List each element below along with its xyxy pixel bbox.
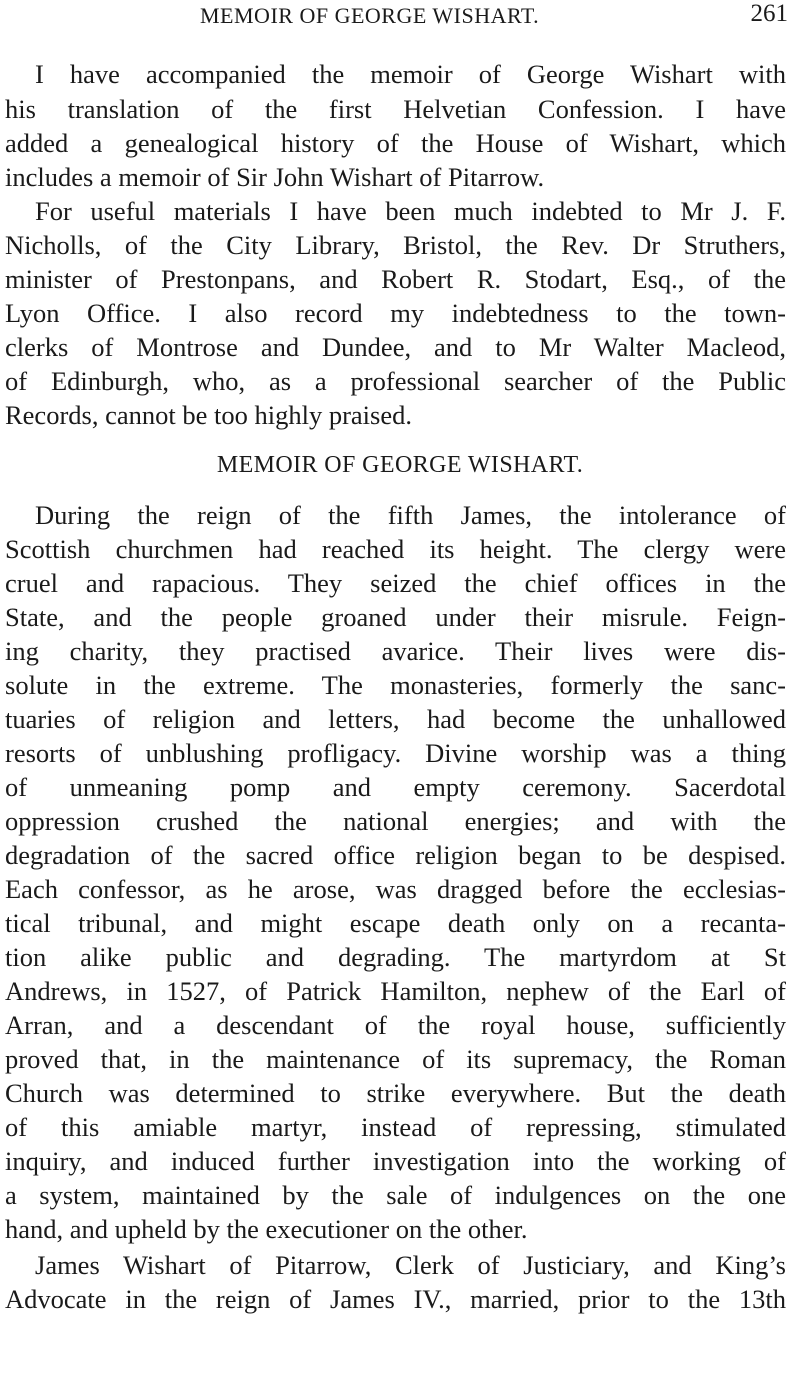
text-line: tuaries of religion and letters, had become the unhallowed <box>5 704 786 734</box>
text-line: includes a memoir of Sir John Wishart of Pitarrow. <box>5 162 545 192</box>
text-line: cruel and rapacious. They seized the chief offices in the <box>5 568 786 598</box>
text-line: For useful materials I have been much indebted to Mr J. F. <box>35 196 786 226</box>
text-line: Scottish churchmen had reached its height. The clergy were <box>5 534 786 564</box>
text-line: Arran, and a descendant of the royal house, sufficiently <box>5 1010 786 1040</box>
text-line: of unmeaning pomp and empty ceremony. Sacerdotal <box>5 772 786 802</box>
text-line: added a genealogical history of the House of Wishart, which <box>5 128 786 158</box>
text-line: Nicholls, of the City Library, Bristol, the Rev. Dr Struthers, <box>5 230 786 260</box>
text-line: tion alike public and degrading. The martyrdom at St <box>5 942 786 972</box>
text-line: oppression crushed the national energies; and with the <box>5 806 786 836</box>
text-line: tical tribunal, and might escape death only on a recanta- <box>5 908 786 938</box>
text-line: Records, cannot be too highly praised. <box>5 400 412 430</box>
section-heading: MEMOIR OF GEORGE WISHART. <box>216 452 584 478</box>
text-line: I have accompanied the memoir of George Wishart with <box>35 59 786 89</box>
text-line: ing charity, they practised avarice. Their lives were dis- <box>5 636 786 666</box>
text-line: degradation of the sacred office religion began to be despised. <box>5 840 786 870</box>
text-line: proved that, in the maintenance of its supremacy, the Roman <box>5 1044 786 1074</box>
text-line: clerks of Montrose and Dundee, and to Mr Walter Macleod, <box>5 332 786 362</box>
running-head <box>0 0 800 40</box>
page-number: 261 <box>750 0 788 27</box>
text-line: of Edinburgh, who, as a professional searcher of the Public <box>5 366 786 396</box>
text-line: Andrews, in 1527, of Patrick Hamilton, nephew of the Earl of <box>5 976 786 1006</box>
text-line: inquiry, and induced further investigation into the working of <box>5 1146 786 1176</box>
text-line: of this amiable martyr, instead of repressing, stimulated <box>5 1112 786 1142</box>
text-line: State, and the people groaned under their misrule. Feign- <box>5 602 786 632</box>
text-line: a system, maintained by the sale of indulgences on the one <box>5 1180 786 1210</box>
running-title: MEMOIR OF GEORGE WISHART. <box>200 3 540 28</box>
text-line: Lyon Office. I also record my indebtedness to the town- <box>5 298 786 328</box>
text-line: minister of Prestonpans, and Robert R. Stodart, Esq., of the <box>5 264 786 294</box>
text-line: Each confessor, as he arose, was dragged before the ecclesias- <box>5 874 786 904</box>
text-line: solute in the extreme. The monasteries, formerly the sanc- <box>5 670 786 700</box>
text-line: his translation of the first Helvetian Confession. I have <box>5 94 786 124</box>
text-line: James Wishart of Pitarrow, Clerk of Justiciary, and King’s <box>35 1250 786 1280</box>
text-line: Church was determined to strike everywhere. But the death <box>5 1078 786 1108</box>
text-line: hand, and upheld by the executioner on the other. <box>5 1214 528 1244</box>
text-line: resorts of unblushing profligacy. Divine worship was a thing <box>5 738 786 768</box>
text-line: Advocate in the reign of James IV., married, prior to the 13th <box>5 1284 786 1314</box>
text-line: During the reign of the fifth James, the intolerance of <box>35 500 786 530</box>
